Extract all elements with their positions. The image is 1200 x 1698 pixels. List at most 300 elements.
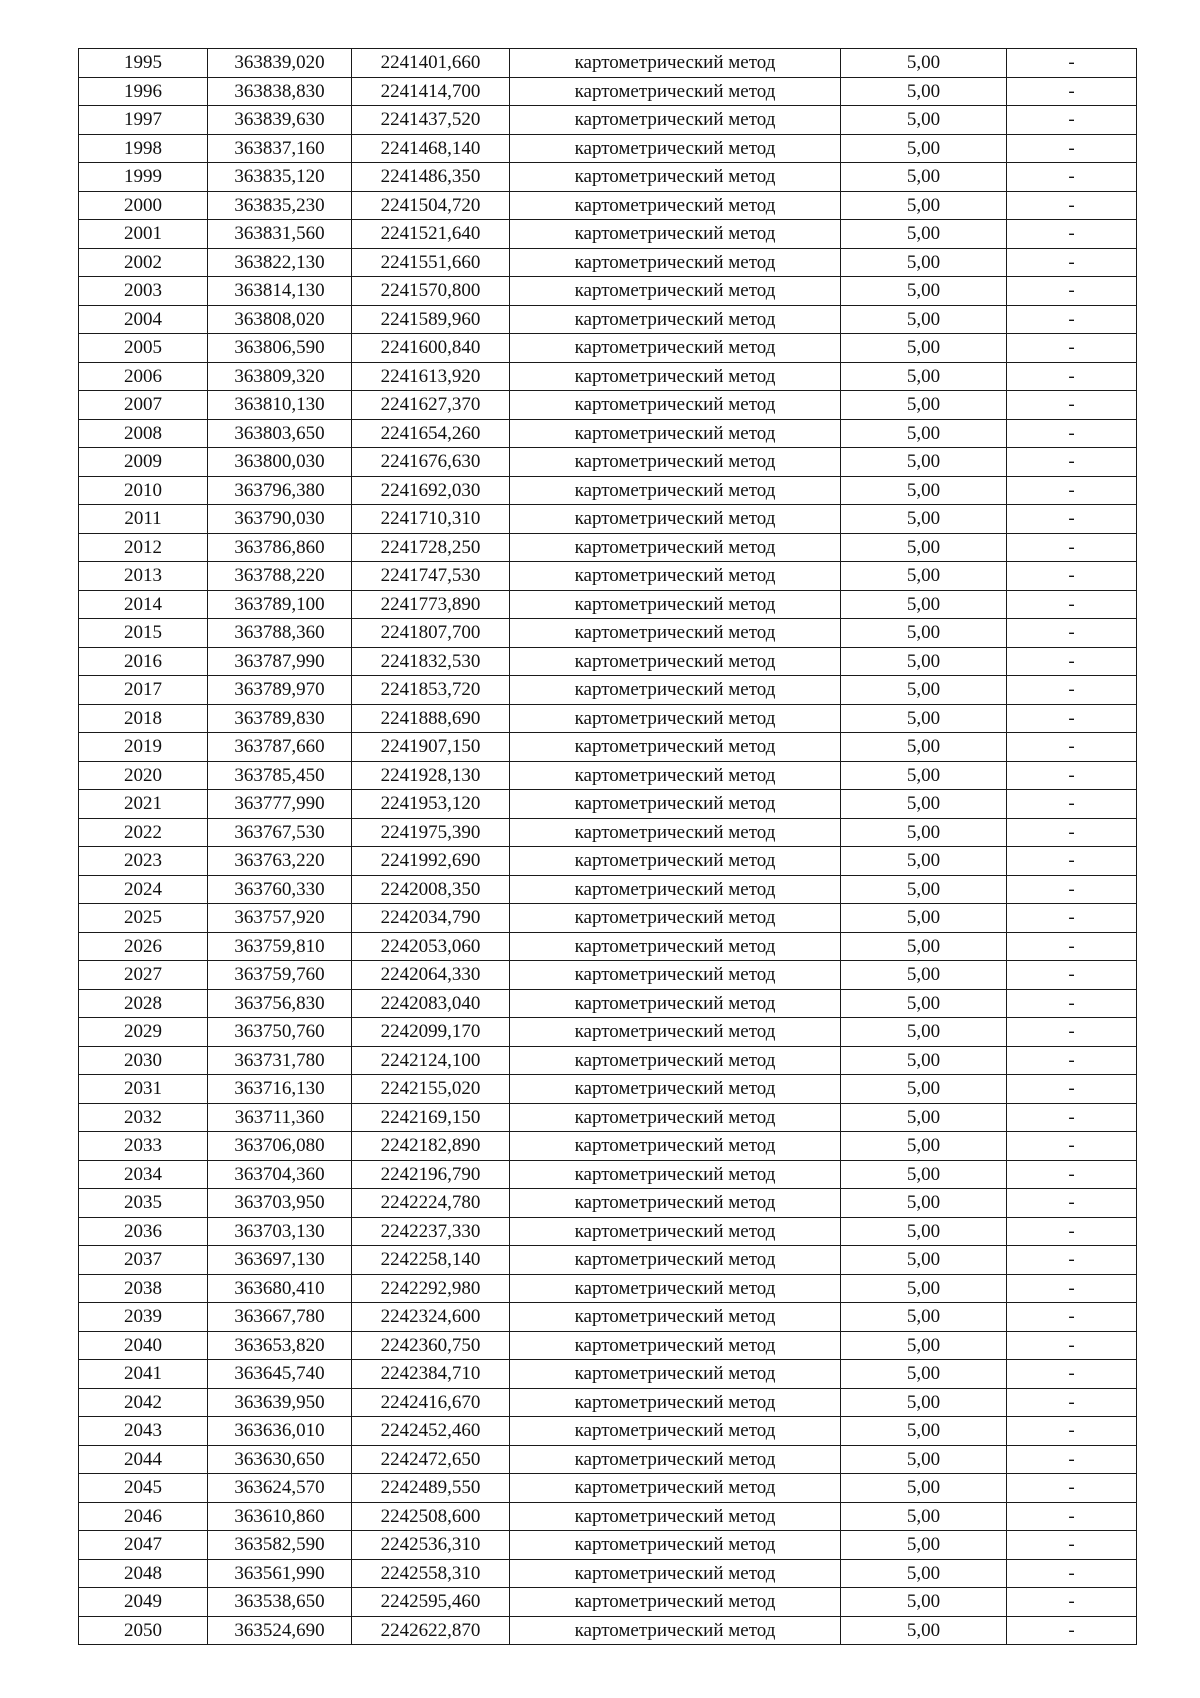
- note-cell: -: [1007, 647, 1137, 676]
- x-coordinate-cell: 363789,100: [208, 590, 352, 619]
- x-coordinate-cell: 363524,690: [208, 1616, 352, 1645]
- x-coordinate-cell: 363790,030: [208, 505, 352, 534]
- method-cell: картометрический метод: [510, 676, 841, 705]
- table-row: [79, 875, 1137, 904]
- method-cell: картометрический метод: [510, 106, 841, 135]
- x-coordinate-cell: 363645,740: [208, 1360, 352, 1389]
- accuracy-cell: 5,00: [841, 1075, 1007, 1104]
- note-cell: -: [1007, 1189, 1137, 1218]
- x-coordinate-cell: 363835,230: [208, 191, 352, 220]
- note-cell: -: [1007, 1217, 1137, 1246]
- table-row: [79, 220, 1137, 249]
- note-cell: -: [1007, 305, 1137, 334]
- point-number-cell: 2016: [79, 647, 208, 676]
- accuracy-cell: 5,00: [841, 77, 1007, 106]
- point-number-cell: 2020: [79, 761, 208, 790]
- x-coordinate-cell: 363703,950: [208, 1189, 352, 1218]
- point-number-cell: 2009: [79, 448, 208, 477]
- x-coordinate-cell: 363803,650: [208, 419, 352, 448]
- method-cell: картометрический метод: [510, 277, 841, 306]
- method-cell: картометрический метод: [510, 505, 841, 534]
- method-cell: картометрический метод: [510, 448, 841, 477]
- note-cell: -: [1007, 391, 1137, 420]
- accuracy-cell: 5,00: [841, 533, 1007, 562]
- accuracy-cell: 5,00: [841, 790, 1007, 819]
- point-number-cell: 1996: [79, 77, 208, 106]
- point-number-cell: 2002: [79, 248, 208, 277]
- table-body: [79, 49, 1137, 1645]
- table-row: [79, 476, 1137, 505]
- x-coordinate-cell: 363838,830: [208, 77, 352, 106]
- accuracy-cell: 5,00: [841, 305, 1007, 334]
- point-number-cell: 2025: [79, 904, 208, 933]
- method-cell: картометрический метод: [510, 1502, 841, 1531]
- method-cell: картометрический метод: [510, 1388, 841, 1417]
- table-row: [79, 134, 1137, 163]
- y-coordinate-cell: 2242155,020: [352, 1075, 510, 1104]
- method-cell: картометрический метод: [510, 334, 841, 363]
- y-coordinate-cell: 2242508,600: [352, 1502, 510, 1531]
- x-coordinate-cell: 363785,450: [208, 761, 352, 790]
- point-number-cell: 2012: [79, 533, 208, 562]
- y-coordinate-cell: 2241953,120: [352, 790, 510, 819]
- y-coordinate-cell: 2242196,790: [352, 1160, 510, 1189]
- method-cell: картометрический метод: [510, 1160, 841, 1189]
- accuracy-cell: 5,00: [841, 1417, 1007, 1446]
- x-coordinate-cell: 363831,560: [208, 220, 352, 249]
- accuracy-cell: 5,00: [841, 277, 1007, 306]
- y-coordinate-cell: 2241710,310: [352, 505, 510, 534]
- method-cell: картометрический метод: [510, 476, 841, 505]
- y-coordinate-cell: 2241747,530: [352, 562, 510, 591]
- accuracy-cell: 5,00: [841, 1531, 1007, 1560]
- note-cell: -: [1007, 1018, 1137, 1047]
- accuracy-cell: 5,00: [841, 505, 1007, 534]
- x-coordinate-cell: 363757,920: [208, 904, 352, 933]
- table-row: [79, 619, 1137, 648]
- point-number-cell: 2036: [79, 1217, 208, 1246]
- x-coordinate-cell: 363697,130: [208, 1246, 352, 1275]
- point-number-cell: 2004: [79, 305, 208, 334]
- point-number-cell: 2047: [79, 1531, 208, 1560]
- method-cell: картометрический метод: [510, 1132, 841, 1161]
- table-row: [79, 1360, 1137, 1389]
- note-cell: -: [1007, 1274, 1137, 1303]
- table-row: [79, 334, 1137, 363]
- y-coordinate-cell: 2242182,890: [352, 1132, 510, 1161]
- y-coordinate-cell: 2241504,720: [352, 191, 510, 220]
- y-coordinate-cell: 2241414,700: [352, 77, 510, 106]
- point-number-cell: 2006: [79, 362, 208, 391]
- note-cell: -: [1007, 932, 1137, 961]
- method-cell: картометрический метод: [510, 1075, 841, 1104]
- method-cell: картометрический метод: [510, 562, 841, 591]
- table-row: [79, 676, 1137, 705]
- table-row: [79, 1417, 1137, 1446]
- x-coordinate-cell: 363809,320: [208, 362, 352, 391]
- x-coordinate-cell: 363777,990: [208, 790, 352, 819]
- method-cell: картометрический метод: [510, 191, 841, 220]
- accuracy-cell: 5,00: [841, 1274, 1007, 1303]
- y-coordinate-cell: 2242452,460: [352, 1417, 510, 1446]
- y-coordinate-cell: 2242472,650: [352, 1445, 510, 1474]
- accuracy-cell: 5,00: [841, 1388, 1007, 1417]
- table-row: [79, 647, 1137, 676]
- x-coordinate-cell: 363750,760: [208, 1018, 352, 1047]
- method-cell: картометрический метод: [510, 305, 841, 334]
- y-coordinate-cell: 2241468,140: [352, 134, 510, 163]
- point-number-cell: 2032: [79, 1103, 208, 1132]
- point-number-cell: 2043: [79, 1417, 208, 1446]
- y-coordinate-cell: 2241437,520: [352, 106, 510, 135]
- method-cell: картометрический метод: [510, 1559, 841, 1588]
- table-row: [79, 1046, 1137, 1075]
- x-coordinate-cell: 363787,990: [208, 647, 352, 676]
- point-number-cell: 2001: [79, 220, 208, 249]
- accuracy-cell: 5,00: [841, 334, 1007, 363]
- accuracy-cell: 5,00: [841, 875, 1007, 904]
- method-cell: картометрический метод: [510, 647, 841, 676]
- method-cell: картометрический метод: [510, 1217, 841, 1246]
- table-row: [79, 419, 1137, 448]
- x-coordinate-cell: 363788,360: [208, 619, 352, 648]
- x-coordinate-cell: 363731,780: [208, 1046, 352, 1075]
- note-cell: -: [1007, 448, 1137, 477]
- accuracy-cell: 5,00: [841, 1189, 1007, 1218]
- accuracy-cell: 5,00: [841, 647, 1007, 676]
- table-row: [79, 1303, 1137, 1332]
- x-coordinate-cell: 363704,360: [208, 1160, 352, 1189]
- note-cell: -: [1007, 1046, 1137, 1075]
- table-row: [79, 448, 1137, 477]
- point-number-cell: 2034: [79, 1160, 208, 1189]
- note-cell: -: [1007, 761, 1137, 790]
- table-row: [79, 790, 1137, 819]
- table-row: [79, 989, 1137, 1018]
- note-cell: -: [1007, 1331, 1137, 1360]
- x-coordinate-cell: 363814,130: [208, 277, 352, 306]
- method-cell: картометрический метод: [510, 704, 841, 733]
- table-row: [79, 1217, 1137, 1246]
- point-number-cell: 2022: [79, 818, 208, 847]
- note-cell: -: [1007, 134, 1137, 163]
- method-cell: картометрический метод: [510, 248, 841, 277]
- method-cell: картометрический метод: [510, 1331, 841, 1360]
- note-cell: -: [1007, 1388, 1137, 1417]
- note-cell: -: [1007, 790, 1137, 819]
- y-coordinate-cell: 2241613,920: [352, 362, 510, 391]
- note-cell: -: [1007, 476, 1137, 505]
- accuracy-cell: 5,00: [841, 1502, 1007, 1531]
- x-coordinate-cell: 363767,530: [208, 818, 352, 847]
- point-number-cell: 2010: [79, 476, 208, 505]
- y-coordinate-cell: 2241521,640: [352, 220, 510, 249]
- accuracy-cell: 5,00: [841, 1132, 1007, 1161]
- accuracy-cell: 5,00: [841, 1046, 1007, 1075]
- y-coordinate-cell: 2241401,660: [352, 49, 510, 78]
- x-coordinate-cell: 363839,020: [208, 49, 352, 78]
- note-cell: -: [1007, 904, 1137, 933]
- accuracy-cell: 5,00: [841, 761, 1007, 790]
- accuracy-cell: 5,00: [841, 1018, 1007, 1047]
- accuracy-cell: 5,00: [841, 989, 1007, 1018]
- y-coordinate-cell: 2241832,530: [352, 647, 510, 676]
- x-coordinate-cell: 363788,220: [208, 562, 352, 591]
- y-coordinate-cell: 2241807,700: [352, 619, 510, 648]
- x-coordinate-cell: 363759,760: [208, 961, 352, 990]
- point-number-cell: 2050: [79, 1616, 208, 1645]
- accuracy-cell: 5,00: [841, 419, 1007, 448]
- table-row: [79, 1331, 1137, 1360]
- x-coordinate-cell: 363759,810: [208, 932, 352, 961]
- accuracy-cell: 5,00: [841, 704, 1007, 733]
- note-cell: -: [1007, 1132, 1137, 1161]
- point-number-cell: 2041: [79, 1360, 208, 1389]
- y-coordinate-cell: 2241570,800: [352, 277, 510, 306]
- note-cell: -: [1007, 1474, 1137, 1503]
- accuracy-cell: 5,00: [841, 1445, 1007, 1474]
- method-cell: картометрический метод: [510, 904, 841, 933]
- table-row: [79, 1531, 1137, 1560]
- method-cell: картометрический метод: [510, 790, 841, 819]
- note-cell: -: [1007, 961, 1137, 990]
- table-row: [79, 362, 1137, 391]
- table-row: [79, 1388, 1137, 1417]
- point-number-cell: 2026: [79, 932, 208, 961]
- y-coordinate-cell: 2242489,550: [352, 1474, 510, 1503]
- table-row: [79, 704, 1137, 733]
- y-coordinate-cell: 2242360,750: [352, 1331, 510, 1360]
- method-cell: картометрический метод: [510, 590, 841, 619]
- accuracy-cell: 5,00: [841, 1588, 1007, 1617]
- accuracy-cell: 5,00: [841, 448, 1007, 477]
- method-cell: картометрический метод: [510, 733, 841, 762]
- y-coordinate-cell: 2242237,330: [352, 1217, 510, 1246]
- table-row: [79, 1160, 1137, 1189]
- table-row: [79, 1274, 1137, 1303]
- note-cell: -: [1007, 334, 1137, 363]
- note-cell: -: [1007, 163, 1137, 192]
- accuracy-cell: 5,00: [841, 1331, 1007, 1360]
- method-cell: картометрический метод: [510, 818, 841, 847]
- note-cell: -: [1007, 419, 1137, 448]
- note-cell: -: [1007, 505, 1137, 534]
- x-coordinate-cell: 363789,830: [208, 704, 352, 733]
- table-row: [79, 1132, 1137, 1161]
- note-cell: -: [1007, 1360, 1137, 1389]
- y-coordinate-cell: 2241486,350: [352, 163, 510, 192]
- method-cell: картометрический метод: [510, 163, 841, 192]
- x-coordinate-cell: 363806,590: [208, 334, 352, 363]
- y-coordinate-cell: 2241676,630: [352, 448, 510, 477]
- note-cell: -: [1007, 590, 1137, 619]
- accuracy-cell: 5,00: [841, 49, 1007, 78]
- note-cell: -: [1007, 49, 1137, 78]
- y-coordinate-cell: 2241728,250: [352, 533, 510, 562]
- method-cell: картометрический метод: [510, 391, 841, 420]
- table-row: [79, 77, 1137, 106]
- point-number-cell: 2049: [79, 1588, 208, 1617]
- y-coordinate-cell: 2242416,670: [352, 1388, 510, 1417]
- accuracy-cell: 5,00: [841, 106, 1007, 135]
- accuracy-cell: 5,00: [841, 1246, 1007, 1275]
- method-cell: картометрический метод: [510, 1531, 841, 1560]
- y-coordinate-cell: 2242064,330: [352, 961, 510, 990]
- y-coordinate-cell: 2242536,310: [352, 1531, 510, 1560]
- y-coordinate-cell: 2242008,350: [352, 875, 510, 904]
- accuracy-cell: 5,00: [841, 1474, 1007, 1503]
- accuracy-cell: 5,00: [841, 961, 1007, 990]
- note-cell: -: [1007, 1160, 1137, 1189]
- point-number-cell: 2037: [79, 1246, 208, 1275]
- point-number-cell: 2027: [79, 961, 208, 990]
- x-coordinate-cell: 363706,080: [208, 1132, 352, 1161]
- table-row: [79, 1103, 1137, 1132]
- point-number-cell: 2042: [79, 1388, 208, 1417]
- note-cell: -: [1007, 875, 1137, 904]
- table-row: [79, 1559, 1137, 1588]
- point-number-cell: 2048: [79, 1559, 208, 1588]
- method-cell: картометрический метод: [510, 1360, 841, 1389]
- point-number-cell: 2046: [79, 1502, 208, 1531]
- point-number-cell: 2008: [79, 419, 208, 448]
- x-coordinate-cell: 363786,860: [208, 533, 352, 562]
- note-cell: -: [1007, 733, 1137, 762]
- x-coordinate-cell: 363787,660: [208, 733, 352, 762]
- note-cell: -: [1007, 362, 1137, 391]
- point-number-cell: 1995: [79, 49, 208, 78]
- point-number-cell: 2038: [79, 1274, 208, 1303]
- method-cell: картометрический метод: [510, 1417, 841, 1446]
- point-number-cell: 2018: [79, 704, 208, 733]
- point-number-cell: 2021: [79, 790, 208, 819]
- y-coordinate-cell: 2242124,100: [352, 1046, 510, 1075]
- point-number-cell: 2017: [79, 676, 208, 705]
- y-coordinate-cell: 2242053,060: [352, 932, 510, 961]
- y-coordinate-cell: 2241992,690: [352, 847, 510, 876]
- accuracy-cell: 5,00: [841, 619, 1007, 648]
- note-cell: -: [1007, 562, 1137, 591]
- x-coordinate-cell: 363653,820: [208, 1331, 352, 1360]
- note-cell: -: [1007, 220, 1137, 249]
- y-coordinate-cell: 2242622,870: [352, 1616, 510, 1645]
- note-cell: -: [1007, 1246, 1137, 1275]
- x-coordinate-cell: 363561,990: [208, 1559, 352, 1588]
- accuracy-cell: 5,00: [841, 562, 1007, 591]
- point-number-cell: 1997: [79, 106, 208, 135]
- x-coordinate-cell: 363760,330: [208, 875, 352, 904]
- method-cell: картометрический метод: [510, 1103, 841, 1132]
- method-cell: картометрический метод: [510, 134, 841, 163]
- table-row: [79, 1474, 1137, 1503]
- table-row: [79, 1616, 1137, 1645]
- method-cell: картометрический метод: [510, 619, 841, 648]
- point-number-cell: 2019: [79, 733, 208, 762]
- accuracy-cell: 5,00: [841, 391, 1007, 420]
- y-coordinate-cell: 2242034,790: [352, 904, 510, 933]
- method-cell: картометрический метод: [510, 1303, 841, 1332]
- method-cell: картометрический метод: [510, 220, 841, 249]
- point-number-cell: 2011: [79, 505, 208, 534]
- accuracy-cell: 5,00: [841, 1559, 1007, 1588]
- table-row: [79, 1246, 1137, 1275]
- note-cell: -: [1007, 818, 1137, 847]
- table-row: [79, 1075, 1137, 1104]
- x-coordinate-cell: 363789,970: [208, 676, 352, 705]
- note-cell: -: [1007, 989, 1137, 1018]
- method-cell: картометрический метод: [510, 989, 841, 1018]
- note-cell: -: [1007, 1103, 1137, 1132]
- accuracy-cell: 5,00: [841, 1360, 1007, 1389]
- point-number-cell: 2015: [79, 619, 208, 648]
- point-number-cell: 2003: [79, 277, 208, 306]
- x-coordinate-cell: 363810,130: [208, 391, 352, 420]
- method-cell: картометрический метод: [510, 419, 841, 448]
- accuracy-cell: 5,00: [841, 847, 1007, 876]
- x-coordinate-cell: 363711,360: [208, 1103, 352, 1132]
- accuracy-cell: 5,00: [841, 191, 1007, 220]
- table-row: [79, 163, 1137, 192]
- method-cell: картометрический метод: [510, 961, 841, 990]
- table-row: [79, 248, 1137, 277]
- y-coordinate-cell: 2241627,370: [352, 391, 510, 420]
- x-coordinate-cell: 363716,130: [208, 1075, 352, 1104]
- method-cell: картометрический метод: [510, 875, 841, 904]
- y-coordinate-cell: 2241928,130: [352, 761, 510, 790]
- x-coordinate-cell: 363822,130: [208, 248, 352, 277]
- note-cell: -: [1007, 847, 1137, 876]
- y-coordinate-cell: 2241692,030: [352, 476, 510, 505]
- note-cell: -: [1007, 1559, 1137, 1588]
- table-row: [79, 847, 1137, 876]
- point-number-cell: 2033: [79, 1132, 208, 1161]
- accuracy-cell: 5,00: [841, 818, 1007, 847]
- table-row: [79, 932, 1137, 961]
- table-row: [79, 391, 1137, 420]
- table-row: [79, 49, 1137, 78]
- point-number-cell: 1998: [79, 134, 208, 163]
- point-number-cell: 2035: [79, 1189, 208, 1218]
- method-cell: картометрический метод: [510, 77, 841, 106]
- method-cell: картометрический метод: [510, 1616, 841, 1645]
- x-coordinate-cell: 363610,860: [208, 1502, 352, 1531]
- method-cell: картометрический метод: [510, 49, 841, 78]
- y-coordinate-cell: 2242292,980: [352, 1274, 510, 1303]
- x-coordinate-cell: 363837,160: [208, 134, 352, 163]
- table-row: [79, 733, 1137, 762]
- y-coordinate-cell: 2242384,710: [352, 1360, 510, 1389]
- table-row: [79, 904, 1137, 933]
- y-coordinate-cell: 2241773,890: [352, 590, 510, 619]
- accuracy-cell: 5,00: [841, 1217, 1007, 1246]
- point-number-cell: 2040: [79, 1331, 208, 1360]
- method-cell: картометрический метод: [510, 1018, 841, 1047]
- accuracy-cell: 5,00: [841, 590, 1007, 619]
- x-coordinate-cell: 363639,950: [208, 1388, 352, 1417]
- point-number-cell: 2030: [79, 1046, 208, 1075]
- table-row: [79, 505, 1137, 534]
- note-cell: -: [1007, 77, 1137, 106]
- table-row: [79, 191, 1137, 220]
- point-number-cell: 2014: [79, 590, 208, 619]
- table-row: [79, 1445, 1137, 1474]
- accuracy-cell: 5,00: [841, 904, 1007, 933]
- y-coordinate-cell: 2241654,260: [352, 419, 510, 448]
- accuracy-cell: 5,00: [841, 1616, 1007, 1645]
- accuracy-cell: 5,00: [841, 1103, 1007, 1132]
- accuracy-cell: 5,00: [841, 1160, 1007, 1189]
- method-cell: картометрический метод: [510, 1046, 841, 1075]
